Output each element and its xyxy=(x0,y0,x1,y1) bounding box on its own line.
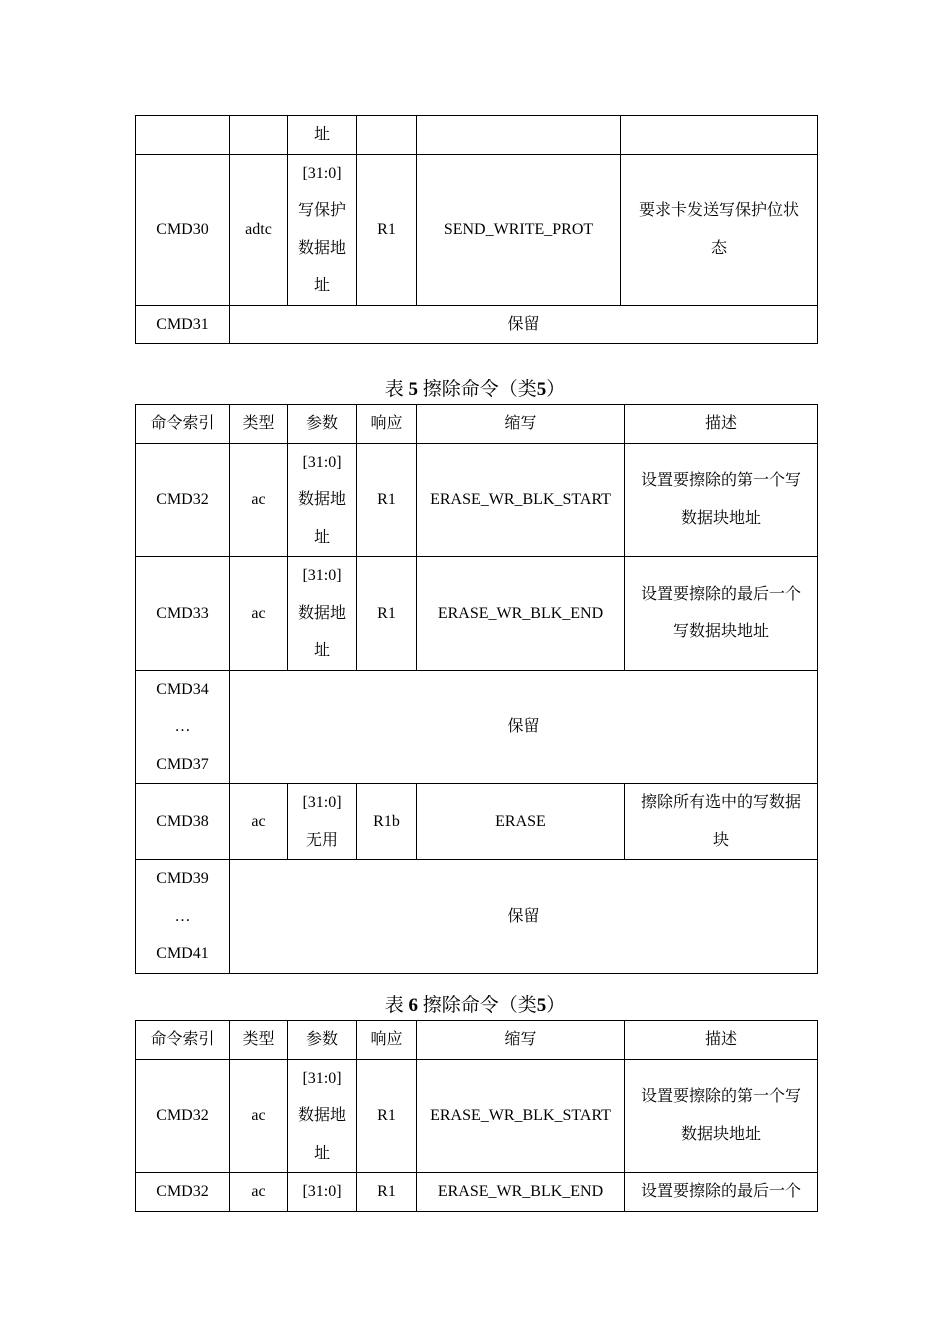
command-index: CMD33 xyxy=(136,557,230,671)
command-description xyxy=(621,154,818,305)
command-response: R1 xyxy=(357,1059,417,1173)
command-index: CMD30 xyxy=(136,154,230,305)
command-param xyxy=(288,784,357,860)
table-row xyxy=(136,784,818,860)
table-top-continuation xyxy=(135,115,818,344)
param-line: 写保护 xyxy=(297,202,346,219)
desc-line: 设置要擦除的第一个写 xyxy=(640,1088,801,1106)
table5 xyxy=(135,404,818,974)
desc-line: 数据块地址 xyxy=(680,509,761,527)
table-row xyxy=(136,1059,818,1173)
table-cell xyxy=(136,116,230,155)
command-abbreviation: ERASE_WR_BLK_END xyxy=(417,557,625,671)
command-abbreviation: ERASE_WR_BLK_START xyxy=(417,443,625,557)
param-line: 址 xyxy=(313,642,330,659)
desc-line: 态 xyxy=(710,239,727,257)
index-line: CMD37 xyxy=(156,755,209,773)
param-line: 数据地 xyxy=(297,239,346,257)
column-header: 响应 xyxy=(357,405,417,444)
command-index: CMD32 xyxy=(136,443,230,557)
command-description xyxy=(625,784,818,860)
column-header: 响应 xyxy=(357,1021,417,1060)
command-abbreviation: SEND_WRITE_PROT xyxy=(417,154,621,305)
column-header: 参数 xyxy=(288,405,357,444)
command-index: CMD32 xyxy=(136,1059,230,1173)
command-response: R1 xyxy=(357,443,417,557)
command-type: ac xyxy=(230,1059,288,1173)
column-header: 参数 xyxy=(288,1021,357,1060)
desc-line: 数据块地址 xyxy=(680,1125,761,1143)
command-type: ac xyxy=(230,784,288,860)
caption-title: 擦除命令（类 xyxy=(422,379,537,400)
command-response: R1b xyxy=(357,784,417,860)
column-header: 命令索引 xyxy=(136,405,230,444)
command-type: ac xyxy=(230,1173,288,1212)
caption-prefix: 表 xyxy=(384,379,404,400)
caption-number: 6 xyxy=(408,995,418,1016)
param-line: [31:0] xyxy=(302,164,342,182)
index-line: CMD34 xyxy=(156,680,209,698)
column-header: 类型 xyxy=(230,405,288,444)
command-abbreviation: ERASE_WR_BLK_END xyxy=(417,1173,625,1212)
command-type: ac xyxy=(230,557,288,671)
command-response: R1 xyxy=(357,154,417,305)
param-line: 数据地 xyxy=(297,491,346,508)
index-line: … xyxy=(174,718,191,735)
desc-line: 要求卡发送写保护位状 xyxy=(638,202,799,219)
command-description xyxy=(625,1059,818,1173)
param-line: 址 xyxy=(313,277,330,294)
caption-class: 5 xyxy=(536,995,547,1016)
command-index: CMD32 xyxy=(136,1173,230,1212)
table-header-row xyxy=(136,405,818,444)
param-line: 数据地 xyxy=(297,604,346,622)
command-index-range xyxy=(136,670,230,784)
caption-class: 5 xyxy=(536,379,547,400)
param-line: 无用 xyxy=(305,831,338,849)
command-abbreviation: ERASE xyxy=(417,784,625,860)
desc-line: 块 xyxy=(712,831,729,849)
table-cell xyxy=(230,116,288,155)
table-row xyxy=(136,305,818,344)
command-param xyxy=(288,154,357,305)
param-line: [31:0] xyxy=(302,794,342,811)
command-response: R1 xyxy=(357,1173,417,1212)
command-param xyxy=(288,1059,357,1173)
caption-close: ） xyxy=(546,379,566,400)
reserved-cell: 保留 xyxy=(230,305,818,344)
table-row xyxy=(136,443,818,557)
param-line: [31:0] xyxy=(302,567,342,584)
command-param xyxy=(288,557,357,671)
table6-caption xyxy=(0,994,950,1018)
caption-number: 5 xyxy=(408,379,418,400)
command-param: [31:0] xyxy=(288,1173,357,1212)
command-index: CMD38 xyxy=(136,784,230,860)
table-cell xyxy=(417,116,621,155)
caption-prefix: 表 xyxy=(384,995,404,1016)
param-line: 数据地 xyxy=(297,1107,346,1124)
column-header: 描述 xyxy=(625,1021,818,1060)
desc-line: 擦除所有选中的写数据 xyxy=(640,794,801,811)
table-row xyxy=(136,557,818,671)
table-row xyxy=(136,860,818,974)
table-row xyxy=(136,154,818,305)
table-cell xyxy=(357,116,417,155)
table6 xyxy=(135,1020,818,1212)
index-line: … xyxy=(174,907,191,925)
command-type: ac xyxy=(230,443,288,557)
index-line: CMD41 xyxy=(156,945,209,962)
table5-caption xyxy=(0,378,950,402)
reserved-cell: 保留 xyxy=(230,670,818,784)
column-header: 缩写 xyxy=(417,405,625,444)
param-line: [31:0] xyxy=(302,1069,342,1087)
column-header: 描述 xyxy=(625,405,818,444)
param-line: 址 xyxy=(313,1144,330,1162)
caption-title: 擦除命令（类 xyxy=(422,995,537,1016)
command-description: 设置要擦除的最后一个 xyxy=(625,1173,818,1212)
table-row xyxy=(136,116,818,155)
command-index-range xyxy=(136,860,230,974)
command-index: CMD31 xyxy=(136,305,230,344)
column-header: 类型 xyxy=(230,1021,288,1060)
command-description xyxy=(625,443,818,557)
table-cell xyxy=(621,116,818,155)
table-row xyxy=(136,670,818,784)
caption-close: ） xyxy=(546,995,566,1016)
column-header: 缩写 xyxy=(417,1021,625,1060)
desc-line: 设置要擦除的第一个写 xyxy=(640,472,801,490)
column-header: 命令索引 xyxy=(136,1021,230,1060)
command-response: R1 xyxy=(357,557,417,671)
table-cell: 址 xyxy=(288,116,357,155)
command-param xyxy=(288,443,357,557)
index-line: CMD39 xyxy=(156,870,209,887)
reserved-cell: 保留 xyxy=(230,860,818,974)
param-line: [31:0] xyxy=(302,453,342,471)
command-type: adtc xyxy=(230,154,288,305)
desc-line: 设置要擦除的最后一个 xyxy=(640,585,801,603)
command-description xyxy=(625,557,818,671)
command-abbreviation: ERASE_WR_BLK_START xyxy=(417,1059,625,1173)
desc-line: 写数据块地址 xyxy=(672,623,769,641)
param-line: 址 xyxy=(313,528,330,546)
table-header-row xyxy=(136,1021,818,1060)
table-row xyxy=(136,1173,818,1212)
